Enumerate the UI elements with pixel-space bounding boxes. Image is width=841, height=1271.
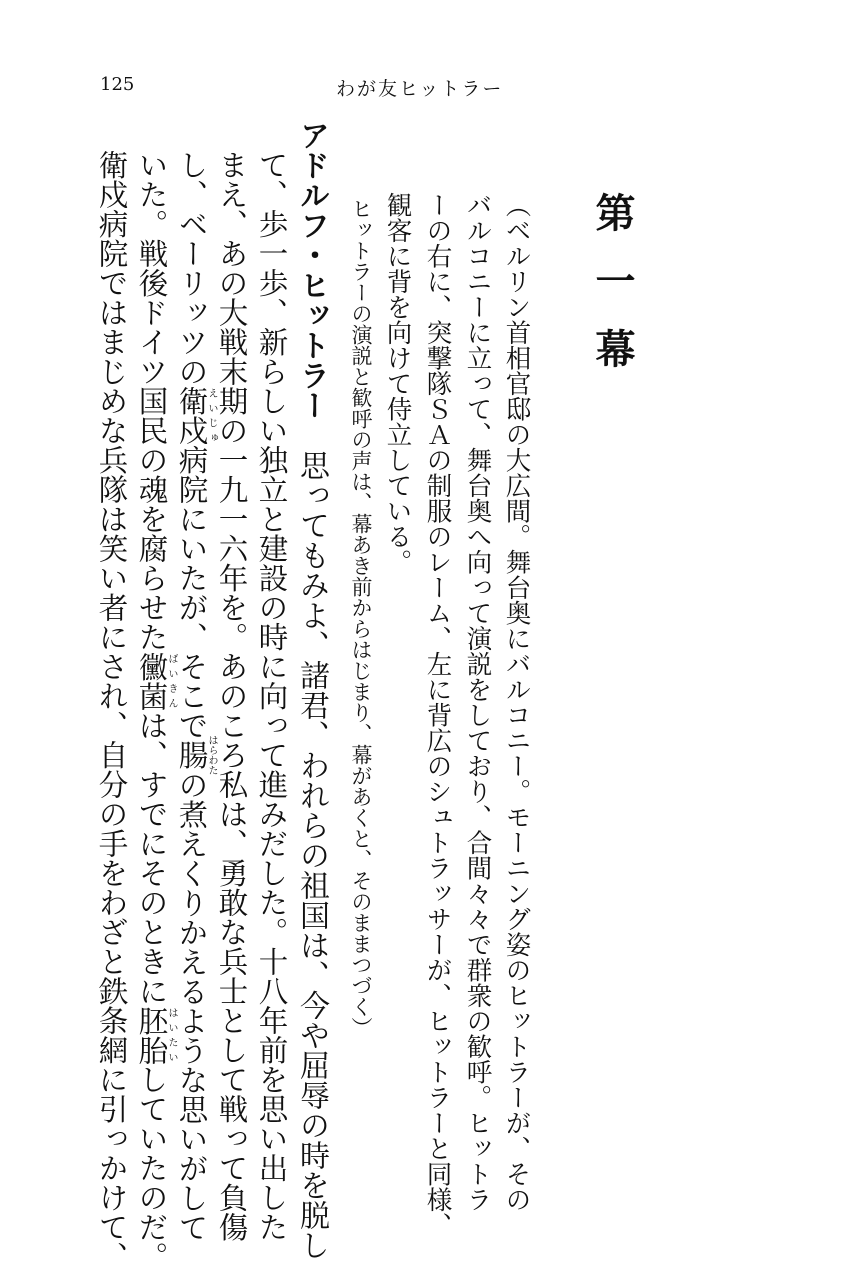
stage-direction-line-4: 観客に背を向けて侍立している。 <box>384 192 410 575</box>
speech-text: いた。戦後ドイツ国民の魂を腐らせた <box>135 150 169 652</box>
ruby-word: 胚胎はいたい <box>135 1006 169 1065</box>
speech-text: 病院にいたが、そこで <box>175 445 209 740</box>
speech-line-5 <box>136 150 177 1271</box>
speech-text: 思ってもみよ、諸君、われらの祖国は、今や屈辱の時を脱し <box>294 420 329 1260</box>
ruby-word: 衛戍えいじゅ <box>175 386 209 445</box>
speech-line-6: 衛戍病院ではまじめな兵隊は笑い者にされ、自分の手をわざと鉄条網に引っかけて、 <box>96 150 126 1271</box>
ruby-word: 黴菌ばいきん <box>135 652 169 711</box>
stage-direction-line-3: ーの右に、突撃隊ＳＡの制服のレーム、左に背広のシュトラッサーが、ヒットラーと同様、 <box>424 192 450 1238</box>
stage-direction-line-5: ヒットラーの演説と歓呼の声は、幕あき前からはじまり、幕があくと、そのままつづく） <box>350 198 371 1038</box>
running-title: わが友ヒットラー <box>336 74 503 101</box>
ruby-word: 腸はらわた <box>175 740 209 770</box>
speech-text: し、ベーリッツの <box>175 150 209 386</box>
speech-text: の煮えくりかえるような思いがして <box>175 770 209 1242</box>
speaker-name: アドルフ・ヒットラー <box>294 120 329 420</box>
speech-line-3: まえ、あの大戦末期の一九一六年を。あのころ私は、勇敢な兵士として戦って負傷 <box>216 150 246 1242</box>
speech-text: は、すでにそのときに <box>135 711 169 1006</box>
page-number: 125 <box>100 74 134 95</box>
speech-line-1 <box>296 120 326 1260</box>
speech-line-2: て、歩一歩、新らしい独立と建設の時に向って進みだした。十八年前を思い出した <box>256 150 286 1242</box>
stage-direction-line-2: バルコニーに立って、舞台奥へ向って演説をしており、合間々々で群衆の歓呼。ヒットラ <box>464 192 490 1212</box>
speech-text: していたのだ。 <box>135 1065 169 1271</box>
speech-line-4 <box>176 150 217 1242</box>
stage-direction-line-1: （ベルリン首相官邸の大広間。舞台奥にバルコニー。モーニング姿のヒットラーが、その <box>503 192 529 1212</box>
act-title: 第一幕 <box>592 192 632 396</box>
